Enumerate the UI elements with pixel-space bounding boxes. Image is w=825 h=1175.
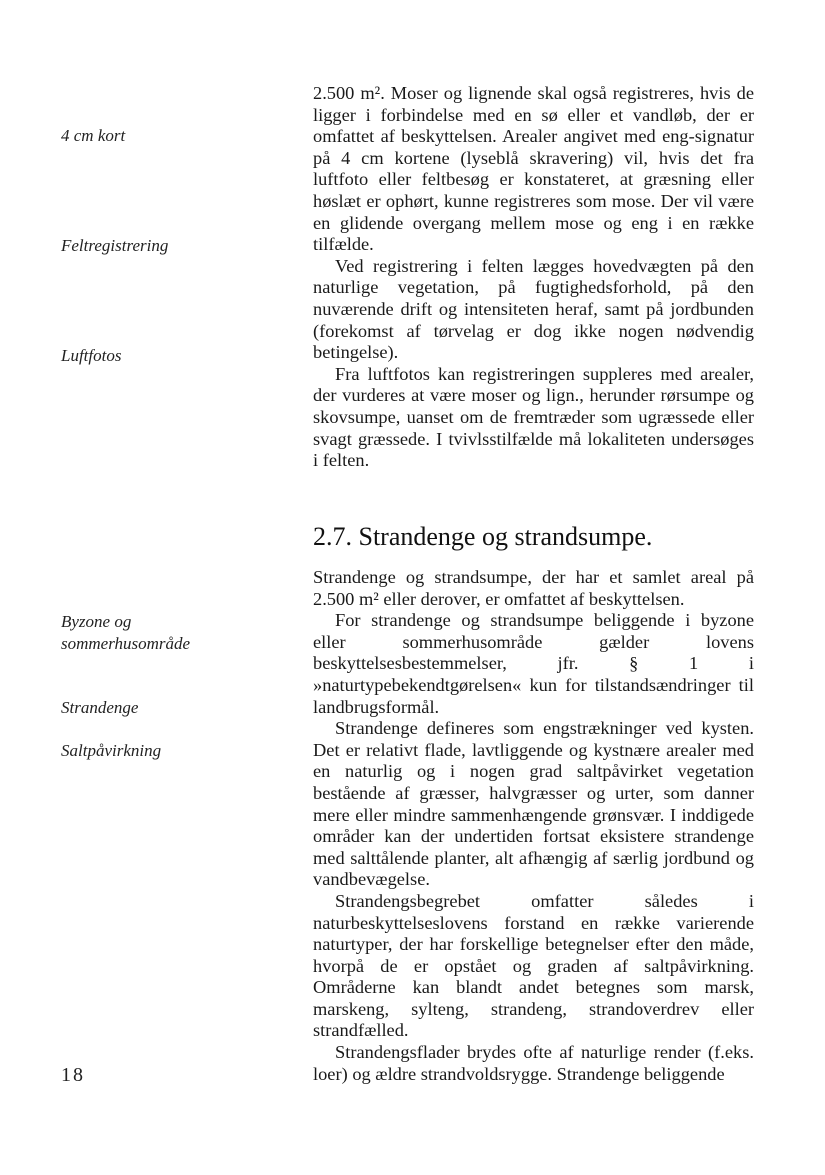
paragraph: Strandengsbegrebet omfatter således i naturbeskyttelseslovens forstand en række varierende naturtyper, der har forskellige betegnelser efter den måde, hvorpå de er opstået og graden af saltpåvirkning. Områderne kan blandt andet betegnes som marsk, marskeng, sylteng, strandeng, strandoverdrev eller strandfælled. <box>313 890 754 1041</box>
paragraph: 2.500 m². Moser og lignende skal også registreres, hvis de ligger i forbindelse med en sø eller et vandløb, der er omfattet af beskyttelsen. Arealer angivet med eng-signatur på 4 cm kortene (lyseblå skravering) vil, hvis det fra luftfoto eller feltbesøg er konstateret, at græsning eller høslæt er ophørt, kunne registreres som mose. Der vil være en glidende overgang mellem mose og eng i en række tilfælde. <box>313 83 754 255</box>
margin-note-byzone-line2: sommerhusområde <box>61 633 191 653</box>
paragraph: Ved registrering i felten lægges hovedvægten på den naturlige vegetation, på fugtighedsforhold, på den nuværende drift og intensiteten heraf, samt på jordbunden (forekomst af tørvelag er dog ikke nogen nødvendig betingelse). <box>313 255 754 363</box>
margin-note-strandenge: Strandenge <box>61 698 139 717</box>
paragraph: For strandenge og strandsumpe beliggende i byzone eller sommerhusområde gælder lovens beskyttelsesbestemmelser, jfr. § 1 i »naturtypebekendtgørelsen« kun for tilstandsændringer til landbrugsformål. <box>313 610 754 717</box>
margin-note-feltregistrering: Feltregistrering <box>61 236 169 255</box>
margin-note-byzone <box>61 611 190 654</box>
paragraph: Strandengsflader brydes ofte af naturlige render (f.eks. loer) og ældre strandvoldsrygge. Strandenge beliggende <box>313 1042 754 1084</box>
paragraph: Fra luftfotos kan registreringen suppleres med arealer, der vurderes at være moser og lign., herunder rørsumpe og skovsumpe, uanset om de fremtræder som ugræssede eller svagt græssede. I tvivlsstilfælde må lokaliteten undersøges i felten. <box>313 363 754 471</box>
section-heading: 2.7. Strandenge og strandsumpe. <box>313 522 653 551</box>
margin-note-byzone-line1: Byzone og <box>61 612 132 631</box>
paragraph: Strandenge defineres som engstrækninger ved kysten. Det er relativt flade, lavtliggende og kystnære arealer med en naturlig og i nogen grad saltpåvirket vegetation bestående af græsser, halvgræsser og urter, som danner mere eller mindre sammenhængende grønsvær. I inddigede områder kan der undertiden fortsat eksistere strandenge med salttålende planter, alt afhængig af særlig jordbund og vandbevægelse. <box>313 718 754 890</box>
page-number: 18 <box>61 1064 85 1086</box>
margin-note-saltpavirkning: Saltpåvirkning <box>61 741 162 760</box>
paragraph: Strandenge og strandsumpe, der har et samlet areal på 2.500 m² eller derover, er omfattet af beskyttelsen. <box>313 567 754 609</box>
margin-note-luftfotos: Luftfotos <box>61 346 122 365</box>
text-block-moser <box>313 83 754 472</box>
margin-note-4cm-kort: 4 cm kort <box>61 126 126 145</box>
text-block-strandenge <box>313 567 754 1085</box>
